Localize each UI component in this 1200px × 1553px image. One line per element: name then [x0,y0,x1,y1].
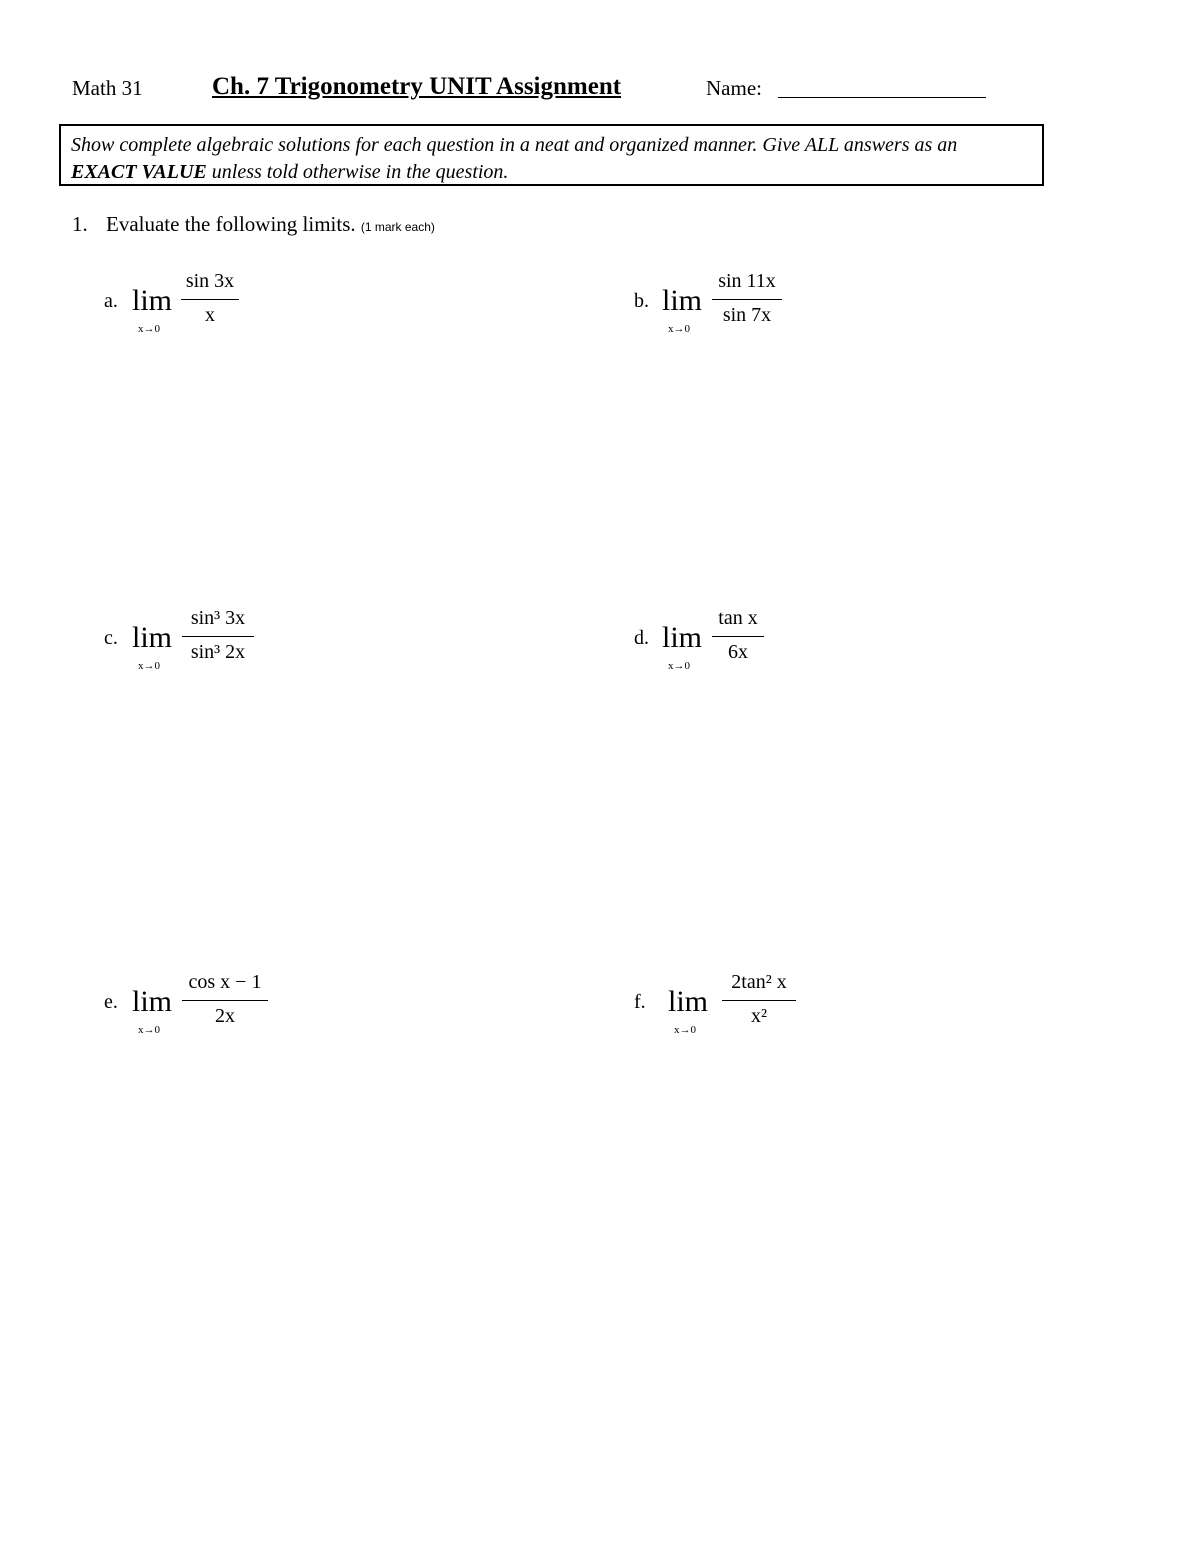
problem-c [104,607,274,677]
denominator: 6x [728,641,748,663]
denominator: 2x [215,1005,235,1027]
lim-subscript: x→0 [138,660,160,672]
instructions-part1: Show complete algebraic solutions for each question in a neat and organized manner. Give ALL answers as an [71,134,958,156]
instructions-text [71,132,957,186]
denominator: sin 7x [722,304,772,326]
lim-subscript: x→0 [674,1024,696,1036]
denominator: x [205,304,215,326]
question-1 [72,212,435,237]
lim-operator: lim [668,985,709,1018]
name-label: Name: [706,76,762,100]
fraction-bar [712,299,782,300]
fraction-bar [712,636,764,637]
numerator: sin 3x [185,270,235,292]
course-label: Math 31 [72,76,143,100]
instructions-emphasis: EXACT VALUE [71,161,207,183]
problem-label: b. [634,290,649,312]
numerator: cos x − 1 [188,971,262,993]
question-marks: (1 mark each) [360,220,435,234]
lim-operator: lim [132,621,173,654]
lim-operator: lim [662,621,703,654]
lim-subscript: x→0 [138,323,160,335]
lim-subscript: x→0 [668,323,690,335]
lim-subscript: x→0 [138,1024,160,1036]
fraction-bar [182,1000,268,1001]
numerator: sin³ 3x [190,607,246,629]
problem-label: a. [104,290,118,312]
problem-label: e. [104,991,118,1013]
lim-operator: lim [662,284,703,317]
denominator: x² [751,1005,767,1027]
instructions-part2: unless told otherwise in the question. [206,161,509,183]
problem-e [104,971,284,1041]
fraction-bar [722,1000,796,1001]
lim-operator: lim [132,284,173,317]
page-title: Ch. 7 Trigonometry UNIT Assignment [212,73,622,100]
lim-operator: lim [132,985,173,1018]
numerator: sin 11x [718,270,776,292]
problem-label: f. [634,991,646,1013]
fraction-bar [181,299,239,300]
problem-label: d. [634,627,649,649]
problem-d [634,607,794,677]
denominator: sin³ 2x [190,641,246,663]
problem-f [634,971,814,1041]
problem-a [104,270,264,340]
problem-b [634,270,804,340]
lim-subscript: x→0 [668,660,690,672]
instructions-box [59,124,1044,186]
name-blank-line [778,97,986,98]
fraction-bar [182,636,254,637]
question-number: 1. [72,212,88,236]
problem-label: c. [104,627,118,649]
question-text: Evaluate the following limits. [106,212,356,236]
numerator: tan x [718,607,758,629]
numerator: 2tan² x [731,971,787,993]
